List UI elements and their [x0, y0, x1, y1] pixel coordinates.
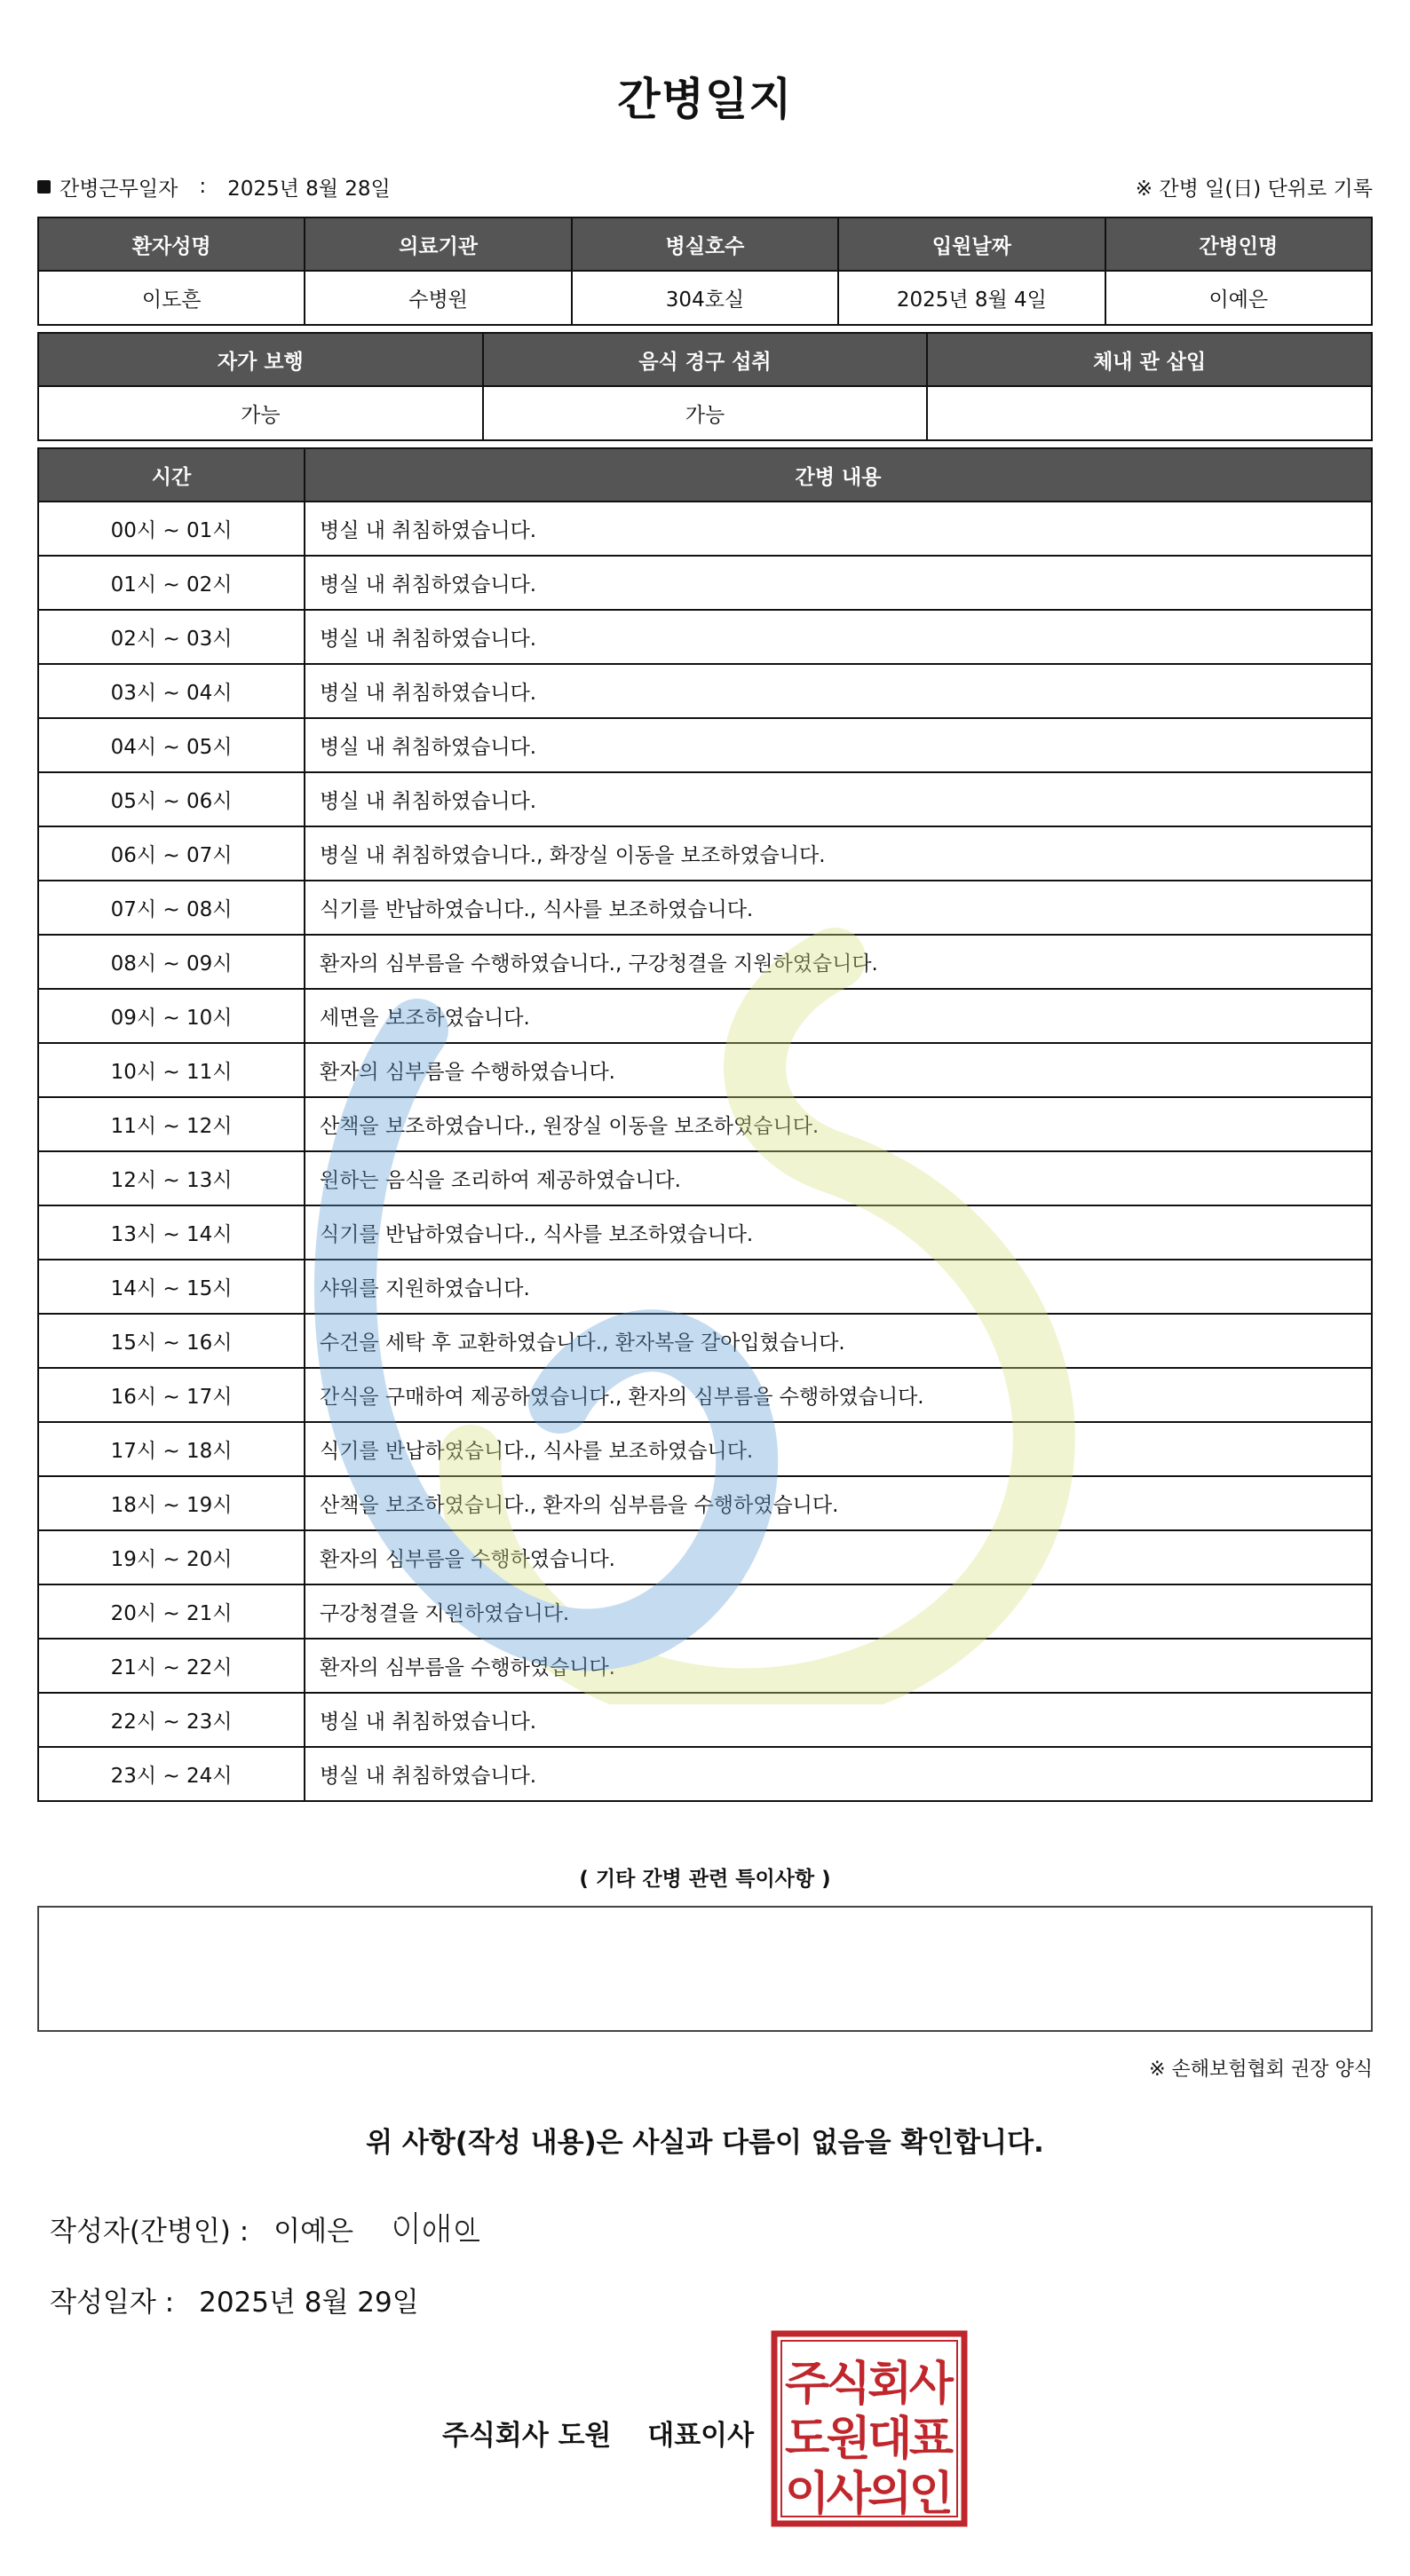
log-time: 13시 ~ 14시 — [38, 1205, 305, 1260]
table-row — [38, 989, 1372, 1043]
log-content: 병실 내 취침하였습니다. — [305, 502, 1372, 556]
handwritten-signature — [391, 2205, 497, 2249]
log-time: 14시 ~ 15시 — [38, 1260, 305, 1314]
writer-label: 작성자(간병인) : — [50, 2216, 250, 2248]
log-time: 00시 ~ 01시 — [38, 502, 305, 556]
header-hospital: 의료기관 — [305, 217, 571, 271]
log-content: 병실 내 취침하였습니다. — [305, 718, 1372, 772]
admission-date: 2025년 8월 4일 — [838, 271, 1105, 325]
table-row — [38, 1043, 1372, 1097]
log-time: 15시 ~ 16시 — [38, 1314, 305, 1368]
table-row — [38, 556, 1372, 610]
log-time: 03시 ~ 04시 — [38, 664, 305, 718]
log-content: 식기를 반납하였습니다., 식사를 보조하였습니다. — [305, 1422, 1372, 1476]
log-content: 환자의 심부름을 수행하였습니다. — [305, 1530, 1372, 1584]
log-content: 산책을 보조하였습니다., 원장실 이동을 보조하였습니다. — [305, 1097, 1372, 1151]
table-row — [38, 826, 1372, 881]
table-row — [38, 1368, 1372, 1422]
table-row — [38, 1639, 1372, 1693]
hospital: 수병원 — [305, 271, 571, 325]
svg-text:도원대표: 도원대표 — [785, 2413, 954, 2466]
table-row — [38, 1747, 1372, 1801]
patient-name: 이도흔 — [38, 271, 305, 325]
log-content: 병실 내 취침하였습니다. — [305, 556, 1372, 610]
log-time: 20시 ~ 21시 — [38, 1584, 305, 1639]
header-care-content: 간병 내용 — [305, 448, 1372, 502]
header-time: 시간 — [38, 448, 305, 502]
patient-info-table — [37, 217, 1373, 326]
svg-text:주식회사: 주식회사 — [785, 2358, 954, 2411]
table-row — [38, 1530, 1372, 1584]
table-row — [38, 502, 1372, 556]
log-time: 23시 ~ 24시 — [38, 1747, 305, 1801]
log-time: 04시 ~ 05시 — [38, 718, 305, 772]
header-caregiver: 간병인명 — [1105, 217, 1372, 271]
log-content: 구강청결을 지원하였습니다. — [305, 1584, 1372, 1639]
table-row — [38, 1422, 1372, 1476]
written-date-label: 작성일자 : — [50, 2287, 175, 2319]
table-row — [38, 1584, 1372, 1639]
log-content: 샤워를 지원하였습니다. — [305, 1260, 1372, 1314]
log-time: 17시 ~ 18시 — [38, 1422, 305, 1476]
company-seal-stamp — [771, 2330, 968, 2527]
log-content: 원하는 음식을 조리하여 제공하였습니다. — [305, 1151, 1372, 1205]
table-row — [38, 664, 1372, 718]
form-note: ※ 손해보험협회 권장 양식 — [1149, 2058, 1373, 2081]
log-time: 11시 ~ 12시 — [38, 1097, 305, 1151]
tube-insertion — [927, 386, 1372, 440]
log-time: 10시 ~ 11시 — [38, 1043, 305, 1097]
log-time: 07시 ~ 08시 — [38, 881, 305, 935]
table-row — [38, 610, 1372, 664]
table-row — [38, 881, 1372, 935]
log-time: 06시 ~ 07시 — [38, 826, 305, 881]
header-self-walking: 자가 보행 — [38, 333, 483, 386]
company-line — [442, 2413, 754, 2453]
written-date-line — [50, 2280, 419, 2319]
company-name: 주식회사 도원 — [442, 2420, 612, 2452]
log-content: 병실 내 취침하였습니다. — [305, 1693, 1372, 1747]
log-content: 산책을 보조하였습니다., 환자의 심부름을 수행하였습니다. — [305, 1476, 1372, 1530]
log-content: 세면을 보조하였습니다. — [305, 989, 1372, 1043]
header-admission-date: 입원날짜 — [838, 217, 1105, 271]
table-row — [38, 1151, 1372, 1205]
meta-line — [37, 169, 1373, 204]
work-date-label: 간병근무일자 — [59, 177, 178, 201]
work-date-separator: : — [199, 175, 207, 198]
log-content: 병실 내 취침하였습니다. — [305, 772, 1372, 826]
log-time: 02시 ~ 03시 — [38, 610, 305, 664]
writer-name: 이예은 — [273, 2216, 354, 2248]
bullet-square-icon — [37, 180, 51, 194]
caregiver-name: 이예은 — [1105, 271, 1372, 325]
header-patient-name: 환자성명 — [38, 217, 305, 271]
log-content: 병실 내 취침하였습니다., 화장실 이동을 보조하였습니다. — [305, 826, 1372, 881]
work-date — [37, 172, 391, 201]
svg-text:이사의인: 이사의인 — [785, 2468, 954, 2521]
table-row — [38, 772, 1372, 826]
header-oral-intake: 음식 경구 섭취 — [483, 333, 928, 386]
log-content: 병실 내 취침하였습니다. — [305, 610, 1372, 664]
log-content: 병실 내 취침하였습니다. — [305, 664, 1372, 718]
writer-line — [50, 2209, 353, 2248]
table-row — [38, 1314, 1372, 1368]
log-time: 08시 ~ 09시 — [38, 935, 305, 989]
log-time: 09시 ~ 10시 — [38, 989, 305, 1043]
self-walking: 가능 — [38, 386, 483, 440]
log-time: 18시 ~ 19시 — [38, 1476, 305, 1530]
log-content: 간식을 구매하여 제공하였습니다., 환자의 심부름을 수행하였습니다. — [305, 1368, 1372, 1422]
log-content: 수건을 세탁 후 교환하였습니다., 환자복을 갈아입혔습니다. — [305, 1314, 1372, 1368]
log-time: 01시 ~ 02시 — [38, 556, 305, 610]
header-tube-insertion: 체내 관 삽입 — [927, 333, 1372, 386]
log-time: 05시 ~ 06시 — [38, 772, 305, 826]
log-content: 병실 내 취침하였습니다. — [305, 1747, 1372, 1801]
log-time: 19시 ~ 20시 — [38, 1530, 305, 1584]
patient-status-table — [37, 332, 1373, 441]
work-date-value: 2025년 8월 28일 — [227, 177, 391, 201]
header-room: 병실호수 — [572, 217, 838, 271]
table-row — [38, 935, 1372, 989]
oral-intake: 가능 — [483, 386, 928, 440]
table-row — [38, 718, 1372, 772]
table-row — [38, 1205, 1372, 1260]
log-content: 환자의 심부름을 수행하였습니다. — [305, 1639, 1372, 1693]
table-row — [38, 1693, 1372, 1747]
table-row — [38, 1260, 1372, 1314]
care-log-table — [37, 447, 1373, 1802]
remarks-box — [37, 1906, 1373, 2032]
unit-note: ※ 간병 일(日) 단위로 기록 — [1135, 177, 1373, 201]
company-title: 대표이사 — [647, 2420, 755, 2452]
log-content: 환자의 심부름을 수행하였습니다. — [305, 1043, 1372, 1097]
log-content: 식기를 반납하였습니다., 식사를 보조하였습니다. — [305, 881, 1372, 935]
table-row — [38, 1476, 1372, 1530]
table-row — [38, 1097, 1372, 1151]
page-title: 간병일지 — [617, 74, 793, 125]
log-time: 12시 ~ 13시 — [38, 1151, 305, 1205]
written-date-value: 2025년 8월 29일 — [199, 2287, 419, 2319]
room-number: 304호실 — [572, 271, 838, 325]
log-time: 22시 ~ 23시 — [38, 1693, 305, 1747]
remarks-title: ( 기타 간병 관련 특이사항 ) — [579, 1868, 831, 1891]
log-time: 16시 ~ 17시 — [38, 1368, 305, 1422]
confirmation-statement: 위 사항(작성 내용)은 사실과 다름이 없음을 확인합니다. — [366, 2127, 1044, 2159]
log-time: 21시 ~ 22시 — [38, 1639, 305, 1693]
log-content: 식기를 반납하였습니다., 식사를 보조하였습니다. — [305, 1205, 1372, 1260]
log-content: 환자의 심부름을 수행하였습니다., 구강청결을 지원하였습니다. — [305, 935, 1372, 989]
